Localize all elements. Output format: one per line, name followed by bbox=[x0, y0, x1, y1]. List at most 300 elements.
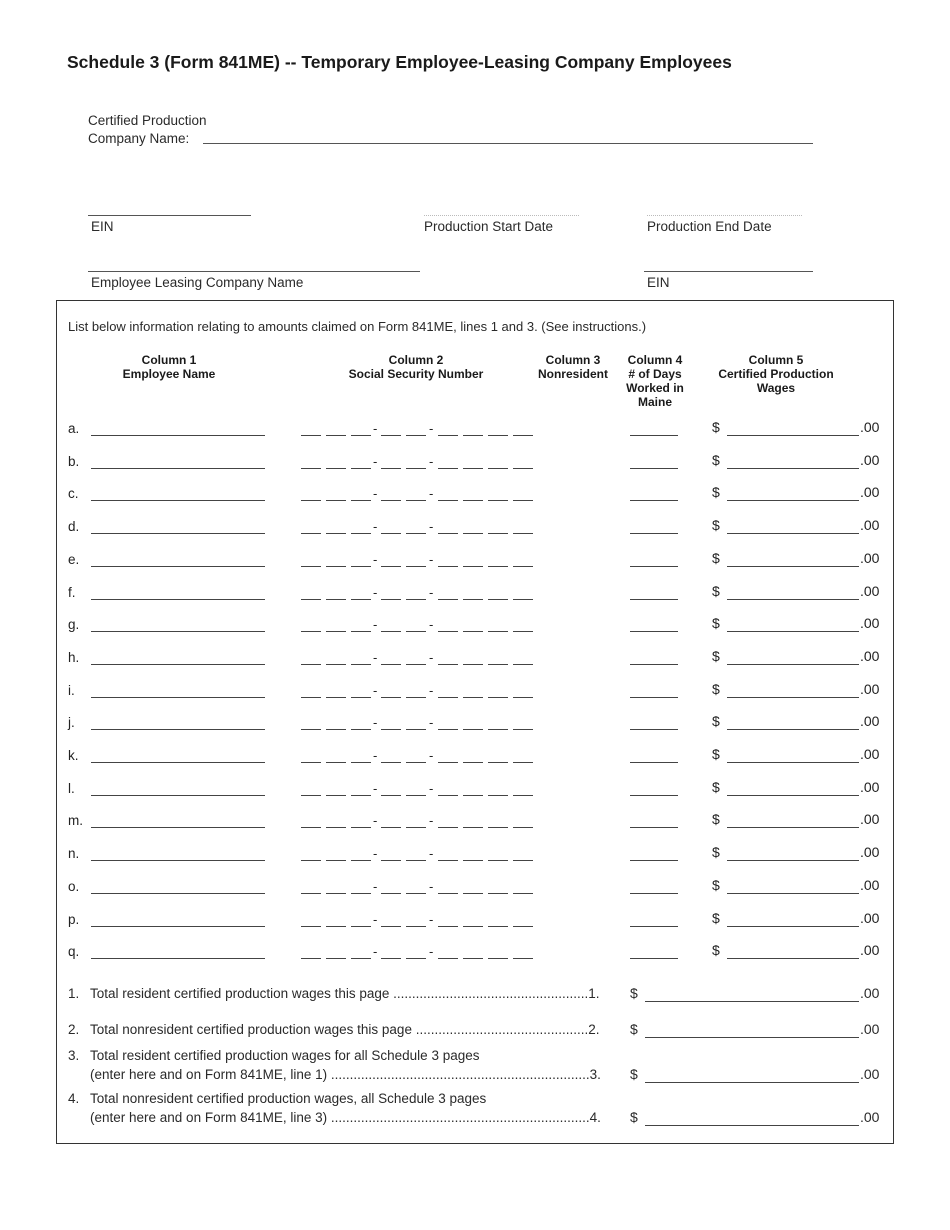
column-3-header-line: Nonresident bbox=[537, 367, 608, 381]
ssn-dash: - bbox=[429, 617, 434, 633]
ssn-digit[interactable] bbox=[326, 468, 346, 469]
wages-amount-field[interactable] bbox=[727, 533, 859, 534]
days-worked-field[interactable] bbox=[630, 795, 678, 796]
ssn-digit[interactable] bbox=[406, 926, 426, 927]
ssn-digit[interactable] bbox=[381, 893, 401, 894]
ssn-digit[interactable] bbox=[406, 435, 426, 436]
ssn-digit[interactable] bbox=[406, 533, 426, 534]
ssn-field[interactable] bbox=[301, 912, 536, 932]
employee-name-field[interactable] bbox=[91, 795, 265, 796]
days-worked-field[interactable] bbox=[630, 762, 678, 763]
ssn-digit[interactable] bbox=[513, 893, 533, 894]
ssn-digit[interactable] bbox=[513, 795, 533, 796]
ssn-digit[interactable] bbox=[351, 762, 371, 763]
ssn-dash: - bbox=[429, 519, 434, 535]
ssn-digit[interactable] bbox=[513, 533, 533, 534]
ssn-dash: - bbox=[373, 878, 378, 894]
ssn-digit[interactable] bbox=[438, 468, 458, 469]
row-letter: q. bbox=[68, 944, 80, 960]
ssn-digit[interactable] bbox=[513, 435, 533, 436]
ssn-digit[interactable] bbox=[463, 533, 483, 534]
wages-amount-field[interactable] bbox=[727, 468, 859, 469]
ssn-digit[interactable] bbox=[438, 697, 458, 698]
ssn-digit[interactable] bbox=[488, 795, 508, 796]
ssn-digit[interactable] bbox=[381, 729, 401, 730]
ssn-digit[interactable] bbox=[513, 827, 533, 828]
ssn-digit[interactable] bbox=[301, 631, 321, 632]
wages-amount-field[interactable] bbox=[727, 435, 859, 436]
days-worked-field[interactable] bbox=[630, 533, 678, 534]
ssn-digit[interactable] bbox=[326, 697, 346, 698]
ssn-digit[interactable] bbox=[463, 599, 483, 600]
ssn-digit[interactable] bbox=[301, 926, 321, 927]
ssn-field[interactable] bbox=[301, 552, 536, 572]
ssn-field[interactable] bbox=[301, 421, 536, 441]
ssn-digit[interactable] bbox=[406, 860, 426, 861]
total-line-4 bbox=[68, 1091, 888, 1131]
ssn-dash: - bbox=[373, 944, 378, 960]
leasing-company-name-field[interactable] bbox=[88, 271, 420, 272]
ssn-digit[interactable] bbox=[326, 599, 346, 600]
employee-name-field[interactable] bbox=[91, 958, 265, 959]
ssn-digit[interactable] bbox=[406, 664, 426, 665]
ssn-digit[interactable] bbox=[488, 827, 508, 828]
ssn-digit[interactable] bbox=[381, 762, 401, 763]
employee-name-field[interactable] bbox=[91, 631, 265, 632]
ssn-digit[interactable] bbox=[326, 926, 346, 927]
wages-amount-field[interactable] bbox=[727, 664, 859, 665]
ssn-digit[interactable] bbox=[488, 599, 508, 600]
column-2-header bbox=[331, 353, 501, 381]
page-title: Schedule 3 (Form 841ME) -- Temporary Employee-Leasing Company Employees bbox=[67, 52, 732, 72]
days-worked-field[interactable] bbox=[630, 958, 678, 959]
company-name-field[interactable] bbox=[203, 143, 813, 144]
ssn-digit[interactable] bbox=[326, 500, 346, 501]
total-line-1 bbox=[68, 986, 888, 1026]
table-row bbox=[68, 519, 888, 539]
ssn-digit[interactable] bbox=[438, 500, 458, 501]
ssn-digit[interactable] bbox=[438, 860, 458, 861]
ssn-digit[interactable] bbox=[513, 566, 533, 567]
days-worked-field[interactable] bbox=[630, 893, 678, 894]
leasing-company-name-label: Employee Leasing Company Name bbox=[91, 275, 304, 290]
ssn-digit[interactable] bbox=[438, 926, 458, 927]
ssn-field[interactable] bbox=[301, 781, 536, 801]
dollar-sign: $ bbox=[712, 451, 720, 468]
cents-suffix: .00 bbox=[860, 484, 880, 501]
wages-amount-field[interactable] bbox=[727, 958, 859, 959]
ssn-digit[interactable] bbox=[463, 958, 483, 959]
ssn-digit[interactable] bbox=[326, 729, 346, 730]
ssn-digit[interactable] bbox=[488, 762, 508, 763]
table-row bbox=[68, 549, 888, 572]
employee-name-field[interactable] bbox=[91, 860, 265, 861]
ssn-digit[interactable] bbox=[301, 566, 321, 567]
ssn-digit[interactable] bbox=[351, 860, 371, 861]
ssn-digit[interactable] bbox=[463, 860, 483, 861]
ssn-digit[interactable] bbox=[463, 926, 483, 927]
ssn-digit[interactable] bbox=[351, 631, 371, 632]
ssn-digit[interactable] bbox=[438, 533, 458, 534]
ssn-digit[interactable] bbox=[301, 860, 321, 861]
row-letter: e. bbox=[68, 551, 80, 567]
column-5-header-line: Wages bbox=[756, 381, 796, 395]
ssn-digit[interactable] bbox=[351, 599, 371, 600]
cents-suffix: .00 bbox=[860, 680, 880, 697]
ssn-digit[interactable] bbox=[326, 664, 346, 665]
ssn-digit[interactable] bbox=[301, 958, 321, 959]
ssn-digit[interactable] bbox=[301, 697, 321, 698]
row-letter: b. bbox=[68, 453, 80, 469]
ssn-digit[interactable] bbox=[513, 697, 533, 698]
dollar-sign: $ bbox=[712, 909, 720, 926]
ssn-digit[interactable] bbox=[406, 729, 426, 730]
ssn-dash: - bbox=[429, 551, 434, 567]
ssn-digit[interactable] bbox=[488, 893, 508, 894]
ssn-field[interactable] bbox=[301, 585, 536, 605]
ssn-field[interactable] bbox=[301, 650, 536, 670]
ssn-dash: - bbox=[373, 617, 378, 633]
total-amount-field[interactable] bbox=[645, 1037, 859, 1038]
wages-amount-field[interactable] bbox=[727, 860, 859, 861]
ssn-digit[interactable] bbox=[406, 795, 426, 796]
ssn-digit[interactable] bbox=[438, 664, 458, 665]
table-row bbox=[68, 748, 888, 768]
ssn-digit[interactable] bbox=[438, 827, 458, 828]
employee-name-field[interactable] bbox=[91, 729, 265, 730]
ssn-field[interactable] bbox=[301, 617, 536, 637]
ssn-digit[interactable] bbox=[438, 631, 458, 632]
ssn-digit[interactable] bbox=[381, 566, 401, 567]
employee-name-field[interactable] bbox=[91, 500, 265, 501]
ssn-dash: - bbox=[429, 486, 434, 502]
ssn-digit[interactable] bbox=[326, 860, 346, 861]
ssn-digit[interactable] bbox=[488, 468, 508, 469]
employee-name-field[interactable] bbox=[91, 664, 265, 665]
ssn-digit[interactable] bbox=[406, 468, 426, 469]
ssn-digit[interactable] bbox=[488, 500, 508, 501]
ssn-digit[interactable] bbox=[351, 566, 371, 567]
ssn-digit[interactable] bbox=[301, 500, 321, 501]
ssn-digit[interactable] bbox=[301, 533, 321, 534]
ssn-digit[interactable] bbox=[488, 958, 508, 959]
cents-suffix: .00 bbox=[860, 811, 880, 828]
ssn-digit[interactable] bbox=[463, 566, 483, 567]
ssn-digit[interactable] bbox=[351, 729, 371, 730]
ssn-digit[interactable] bbox=[351, 435, 371, 436]
ssn-digit[interactable] bbox=[351, 500, 371, 501]
ssn-digit[interactable] bbox=[381, 697, 401, 698]
ssn-digit[interactable] bbox=[301, 762, 321, 763]
row-letter: h. bbox=[68, 649, 80, 665]
ssn-digit[interactable] bbox=[351, 893, 371, 894]
ein-field[interactable] bbox=[88, 215, 251, 216]
employee-name-field[interactable] bbox=[91, 533, 265, 534]
ssn-field[interactable] bbox=[301, 454, 536, 474]
days-worked-field[interactable] bbox=[630, 664, 678, 665]
table-row bbox=[68, 582, 888, 605]
table-row bbox=[68, 421, 888, 441]
ssn-digit[interactable] bbox=[351, 795, 371, 796]
employee-name-field[interactable] bbox=[91, 468, 265, 469]
wages-amount-field[interactable] bbox=[727, 926, 859, 927]
employee-name-field[interactable] bbox=[91, 435, 265, 436]
ssn-digit[interactable] bbox=[351, 926, 371, 927]
ssn-digit[interactable] bbox=[326, 827, 346, 828]
cents-suffix: .00 bbox=[860, 778, 880, 795]
employee-name-field[interactable] bbox=[91, 697, 265, 698]
days-worked-field[interactable] bbox=[630, 435, 678, 436]
days-worked-field[interactable] bbox=[630, 729, 678, 730]
ssn-digit[interactable] bbox=[381, 435, 401, 436]
row-letter: l. bbox=[68, 780, 75, 796]
ssn-digit[interactable] bbox=[488, 533, 508, 534]
ssn-digit[interactable] bbox=[301, 599, 321, 600]
wages-amount-field[interactable] bbox=[727, 500, 859, 501]
ssn-dash: - bbox=[429, 813, 434, 829]
ssn-digit[interactable] bbox=[381, 533, 401, 534]
ssn-digit[interactable] bbox=[381, 860, 401, 861]
table-row bbox=[68, 617, 888, 637]
employee-name-field[interactable] bbox=[91, 566, 265, 567]
production-end-date-field[interactable] bbox=[647, 215, 802, 216]
ssn-digit[interactable] bbox=[406, 697, 426, 698]
employee-name-field[interactable] bbox=[91, 926, 265, 927]
ssn-digit[interactable] bbox=[488, 664, 508, 665]
ssn-digit[interactable] bbox=[381, 664, 401, 665]
ssn-field[interactable] bbox=[301, 944, 536, 964]
ssn-field[interactable] bbox=[301, 683, 536, 703]
ssn-dash: - bbox=[373, 715, 378, 731]
dollar-sign: $ bbox=[630, 1109, 638, 1125]
wages-amount-field[interactable] bbox=[727, 697, 859, 698]
ssn-digit[interactable] bbox=[326, 762, 346, 763]
ssn-field[interactable] bbox=[301, 715, 536, 735]
days-worked-field[interactable] bbox=[630, 599, 678, 600]
ssn-digit[interactable] bbox=[463, 664, 483, 665]
total-line-text: Total nonresident certified production wages this page ..............................................2. bbox=[90, 1022, 600, 1037]
ssn-digit[interactable] bbox=[438, 729, 458, 730]
ssn-digit[interactable] bbox=[351, 664, 371, 665]
dollar-sign: $ bbox=[712, 811, 720, 828]
cents-suffix: .00 bbox=[860, 451, 880, 468]
production-start-date-field[interactable] bbox=[424, 215, 579, 216]
ssn-digit[interactable] bbox=[326, 893, 346, 894]
ssn-digit[interactable] bbox=[406, 827, 426, 828]
wages-amount-field[interactable] bbox=[727, 795, 859, 796]
ssn-digit[interactable] bbox=[438, 958, 458, 959]
company-name-label-1: Certified Production bbox=[88, 113, 207, 128]
table-row bbox=[68, 647, 888, 670]
column-4-header-line: Column 4 bbox=[627, 353, 683, 367]
dollar-sign: $ bbox=[712, 713, 720, 730]
ssn-dash: - bbox=[429, 944, 434, 960]
ssn-digit[interactable] bbox=[406, 599, 426, 600]
leasing-ein-field[interactable] bbox=[644, 271, 813, 272]
total-amount-field[interactable] bbox=[645, 1125, 859, 1126]
days-worked-field[interactable] bbox=[630, 500, 678, 501]
wages-amount-field[interactable] bbox=[727, 762, 859, 763]
wages-amount-field[interactable] bbox=[727, 566, 859, 567]
ssn-field[interactable] bbox=[301, 519, 536, 539]
ssn-digit[interactable] bbox=[351, 827, 371, 828]
ssn-digit[interactable] bbox=[326, 958, 346, 959]
cents-suffix: .00 bbox=[860, 1066, 880, 1082]
ssn-digit[interactable] bbox=[406, 958, 426, 959]
ssn-digit[interactable] bbox=[301, 827, 321, 828]
ssn-digit[interactable] bbox=[381, 468, 401, 469]
ssn-dash: - bbox=[373, 421, 378, 436]
ssn-dash: - bbox=[429, 715, 434, 731]
ssn-digit[interactable] bbox=[381, 795, 401, 796]
ssn-digit[interactable] bbox=[463, 697, 483, 698]
ssn-digit[interactable] bbox=[513, 958, 533, 959]
dollar-sign: $ bbox=[630, 985, 638, 1001]
employee-name-field[interactable] bbox=[91, 827, 265, 828]
ssn-digit[interactable] bbox=[406, 500, 426, 501]
ssn-digit[interactable] bbox=[381, 958, 401, 959]
ssn-digit[interactable] bbox=[301, 893, 321, 894]
ssn-digit[interactable] bbox=[326, 566, 346, 567]
employee-name-field[interactable] bbox=[91, 762, 265, 763]
ssn-digit[interactable] bbox=[513, 664, 533, 665]
ssn-digit[interactable] bbox=[381, 631, 401, 632]
ssn-digit[interactable] bbox=[351, 468, 371, 469]
ssn-digit[interactable] bbox=[406, 893, 426, 894]
days-worked-field[interactable] bbox=[630, 468, 678, 469]
total-amount-field[interactable] bbox=[645, 1082, 859, 1083]
row-letter: i. bbox=[68, 682, 75, 698]
total-line-number: 3. bbox=[68, 1048, 80, 1063]
ssn-dash: - bbox=[429, 584, 434, 600]
ssn-dash: - bbox=[429, 878, 434, 894]
ssn-digit[interactable] bbox=[513, 599, 533, 600]
ssn-digit[interactable] bbox=[513, 729, 533, 730]
days-worked-field[interactable] bbox=[630, 697, 678, 698]
ssn-digit[interactable] bbox=[381, 827, 401, 828]
cents-suffix: .00 bbox=[860, 517, 880, 534]
ssn-digit[interactable] bbox=[301, 435, 321, 436]
ssn-field[interactable] bbox=[301, 813, 536, 833]
total-line-text: Total resident certified production wages this page ....................................................1. bbox=[90, 986, 600, 1001]
ssn-digit[interactable] bbox=[406, 631, 426, 632]
ssn-digit[interactable] bbox=[513, 926, 533, 927]
ssn-field[interactable] bbox=[301, 486, 536, 506]
ssn-digit[interactable] bbox=[351, 958, 371, 959]
leasing-ein-label: EIN bbox=[647, 275, 670, 290]
ssn-dash: - bbox=[373, 584, 378, 600]
ssn-digit[interactable] bbox=[301, 468, 321, 469]
ssn-digit[interactable] bbox=[463, 729, 483, 730]
ssn-digit[interactable] bbox=[326, 795, 346, 796]
employee-name-field[interactable] bbox=[91, 599, 265, 600]
total-amount-field[interactable] bbox=[645, 1001, 859, 1002]
ssn-digit[interactable] bbox=[513, 860, 533, 861]
ssn-digit[interactable] bbox=[463, 795, 483, 796]
ssn-digit[interactable] bbox=[381, 926, 401, 927]
ssn-digit[interactable] bbox=[301, 729, 321, 730]
row-letter: n. bbox=[68, 846, 80, 862]
ssn-digit[interactable] bbox=[463, 500, 483, 501]
ssn-digit[interactable] bbox=[488, 926, 508, 927]
row-letter: j. bbox=[68, 715, 75, 731]
ssn-digit[interactable] bbox=[301, 664, 321, 665]
days-worked-field[interactable] bbox=[630, 631, 678, 632]
employee-name-field[interactable] bbox=[91, 893, 265, 894]
column-1-header-line: Employee Name bbox=[122, 367, 216, 381]
wages-amount-field[interactable] bbox=[727, 893, 859, 894]
ssn-dash: - bbox=[429, 649, 434, 665]
days-worked-field[interactable] bbox=[630, 926, 678, 927]
ssn-digit[interactable] bbox=[488, 631, 508, 632]
ssn-field[interactable] bbox=[301, 879, 536, 899]
ssn-digit[interactable] bbox=[488, 697, 508, 698]
row-letter: d. bbox=[68, 519, 80, 535]
ssn-field[interactable] bbox=[301, 748, 536, 768]
ssn-digit[interactable] bbox=[406, 566, 426, 567]
total-line-text-2: (enter here and on Form 841ME, line 3) .....................................................................4. bbox=[90, 1110, 601, 1125]
days-worked-field[interactable] bbox=[630, 827, 678, 828]
ssn-digit[interactable] bbox=[513, 500, 533, 501]
ssn-digit[interactable] bbox=[381, 500, 401, 501]
ssn-digit[interactable] bbox=[351, 533, 371, 534]
ssn-digit[interactable] bbox=[488, 860, 508, 861]
ssn-digit[interactable] bbox=[488, 729, 508, 730]
ssn-digit[interactable] bbox=[438, 795, 458, 796]
wages-amount-field[interactable] bbox=[727, 599, 859, 600]
ssn-digit[interactable] bbox=[463, 631, 483, 632]
ssn-digit[interactable] bbox=[513, 762, 533, 763]
ssn-dash: - bbox=[429, 421, 434, 436]
wages-amount-field[interactable] bbox=[727, 631, 859, 632]
cents-suffix: .00 bbox=[860, 876, 880, 893]
ssn-digit[interactable] bbox=[438, 435, 458, 436]
ssn-digit[interactable] bbox=[438, 566, 458, 567]
total-line-number: 2. bbox=[68, 1022, 80, 1037]
row-letter: f. bbox=[68, 584, 76, 600]
ssn-digit[interactable] bbox=[326, 533, 346, 534]
ssn-digit[interactable] bbox=[351, 697, 371, 698]
ssn-digit[interactable] bbox=[513, 468, 533, 469]
ssn-digit[interactable] bbox=[463, 435, 483, 436]
ssn-digit[interactable] bbox=[406, 762, 426, 763]
wages-amount-field[interactable] bbox=[727, 729, 859, 730]
ssn-digit[interactable] bbox=[513, 631, 533, 632]
ssn-dash: - bbox=[429, 780, 434, 796]
ssn-digit[interactable] bbox=[488, 435, 508, 436]
total-line-text-2: (enter here and on Form 841ME, line 1) .....................................................................3. bbox=[90, 1067, 601, 1082]
ssn-digit[interactable] bbox=[463, 893, 483, 894]
dollar-sign: $ bbox=[630, 1021, 638, 1037]
ssn-digit[interactable] bbox=[463, 468, 483, 469]
ssn-digit[interactable] bbox=[438, 599, 458, 600]
days-worked-field[interactable] bbox=[630, 860, 678, 861]
ssn-digit[interactable] bbox=[463, 762, 483, 763]
ssn-digit[interactable] bbox=[326, 435, 346, 436]
wages-amount-field[interactable] bbox=[727, 827, 859, 828]
total-line-number: 4. bbox=[68, 1091, 80, 1106]
ssn-digit[interactable] bbox=[488, 566, 508, 567]
ssn-field[interactable] bbox=[301, 846, 536, 866]
table-row bbox=[68, 486, 888, 506]
ssn-digit[interactable] bbox=[463, 827, 483, 828]
ssn-digit[interactable] bbox=[438, 762, 458, 763]
ssn-digit[interactable] bbox=[438, 893, 458, 894]
days-worked-field[interactable] bbox=[630, 566, 678, 567]
ssn-digit[interactable] bbox=[326, 631, 346, 632]
ssn-digit[interactable] bbox=[381, 599, 401, 600]
ssn-digit[interactable] bbox=[301, 795, 321, 796]
